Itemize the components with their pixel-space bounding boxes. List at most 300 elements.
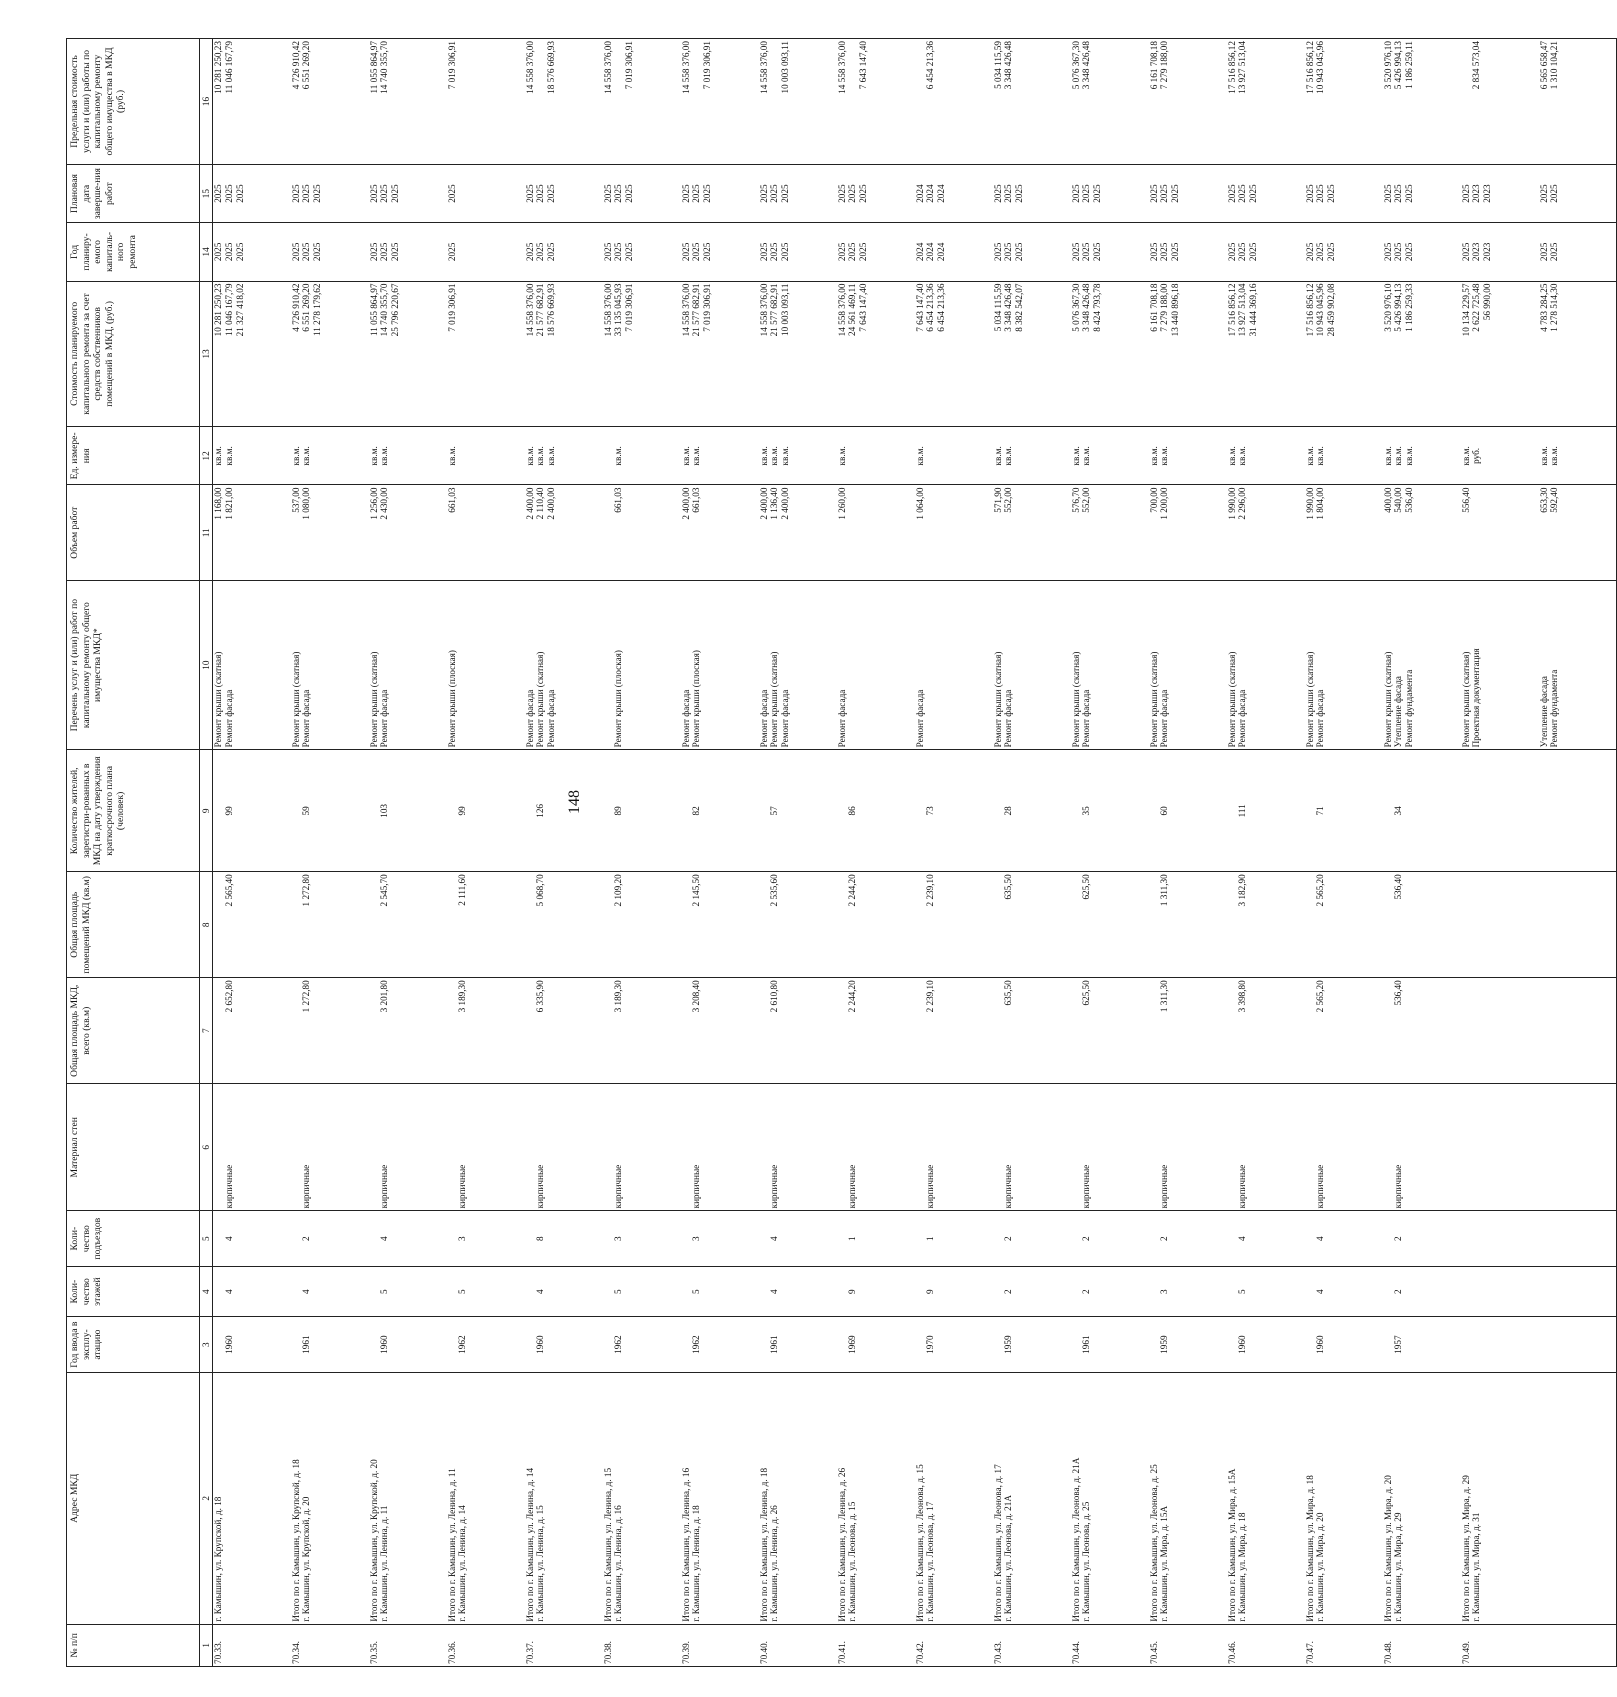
residents-cell-value <box>837 752 848 869</box>
limit-cost-cell <box>837 39 915 165</box>
residents-cell <box>915 750 993 872</box>
year-cell <box>915 1317 993 1373</box>
works-cell-line: Ремонт крыши (скатная) <box>1070 651 1081 748</box>
limit-cost-cell-line <box>936 41 947 162</box>
year-cell-value <box>759 1319 770 1370</box>
residents-cell-value <box>681 752 692 869</box>
repair-year-cell <box>1461 223 1539 281</box>
year-cell-value-text: 1960 <box>1315 1335 1326 1354</box>
works-cell-line <box>1248 583 1259 748</box>
header-row <box>67 39 200 1667</box>
works-cell-line: Ремонт фасада <box>914 689 925 748</box>
rotated-table-container <box>66 38 1560 1667</box>
residents-cell-value <box>1539 752 1550 869</box>
entrances-cell <box>993 1211 1071 1267</box>
cost-cell-line: 2 622 725,48 <box>1471 283 1482 332</box>
column-number: 10 <box>200 580 213 750</box>
total-area-cell-value-text <box>1471 980 1482 1081</box>
limit-cost-cell-line: 10 943 045,96 <box>1315 41 1326 94</box>
works-cell <box>213 580 291 750</box>
column-header: Год ввода в эксплу-атацию <box>67 1317 200 1373</box>
entrances-cell-value-text: 8 <box>535 1236 546 1241</box>
repair-year-cell-line: 2025 <box>535 242 546 262</box>
address-cell-line: Итого по г. Камышин, ул. Ленина, д. 18 <box>758 1467 769 1622</box>
year-cell-value-text <box>1471 1319 1482 1370</box>
limit-cost-cell-line <box>1560 41 1571 162</box>
completion-date-cell-line: 2025 <box>1549 184 1560 203</box>
unit-cell-line: кв.м. <box>1549 446 1560 466</box>
volume-cell-line: 1 168,00 <box>213 487 223 520</box>
volume-cell <box>603 485 681 580</box>
cost-cell-line: 21 327 418,02 <box>234 283 245 337</box>
year-cell <box>1539 1317 1617 1373</box>
completion-date-cell-line: 2025 <box>780 184 791 203</box>
completion-date-cell-line: 2025 <box>1003 184 1014 203</box>
wall-material-cell-value-text: кирпичные <box>1081 1164 1092 1209</box>
volume-cell <box>837 485 915 580</box>
premises-area-cell <box>915 872 993 978</box>
unit-cell-line <box>936 429 947 482</box>
column-number-row <box>200 39 213 1667</box>
total-area-cell <box>525 978 603 1084</box>
year-cell-value-text: 1957 <box>1393 1335 1404 1354</box>
repair-year-cell-line: 2025 <box>613 242 624 262</box>
unit-cell <box>681 427 759 485</box>
completion-date-cell-line: 2025 <box>1304 184 1315 203</box>
unit-cell-line: кв.м. <box>368 446 379 466</box>
unit-cell <box>993 427 1071 485</box>
column-number: 5 <box>200 1211 213 1267</box>
limit-cost-cell-line: 17 516 856,12 <box>1304 41 1315 94</box>
completion-date-cell-line: 2025 <box>680 184 691 203</box>
completion-date-cell-line: 2025 <box>546 184 557 203</box>
completion-date-cell-line: 2025 <box>535 184 546 203</box>
row-number <box>525 1624 603 1666</box>
unit-cell-line <box>390 429 401 482</box>
table-row <box>1149 39 1227 1667</box>
limit-cost-cell-line: 3 348 426,48 <box>1081 41 1092 90</box>
column-number: 4 <box>200 1267 213 1317</box>
residents-cell-value <box>1071 752 1082 869</box>
total-area-cell-value-text: 3 189,30 <box>457 980 468 1013</box>
row-number <box>1539 1624 1617 1666</box>
completion-date-cell <box>291 164 369 222</box>
year-cell <box>603 1317 681 1373</box>
cost-cell-line: 5 426 994,13 <box>1393 283 1404 332</box>
entrances-cell-value <box>1461 1213 1472 1264</box>
residents-cell-value-text <box>1549 752 1560 869</box>
total-area-cell-value <box>603 980 614 1081</box>
repair-year-cell-line: 2025 <box>546 242 557 262</box>
repair-year-cell <box>681 223 759 281</box>
address-cell-line: г. Камышин, ул. Леонова, д. 15 <box>847 1501 858 1622</box>
year-cell <box>291 1317 369 1373</box>
floors-cell-value <box>1305 1269 1316 1314</box>
works-cell-line <box>1092 583 1103 748</box>
entrances-cell-value <box>1539 1213 1550 1264</box>
floors-cell-value-text: 9 <box>847 1289 858 1294</box>
volume-cell-line <box>235 488 246 578</box>
unit-cell <box>759 427 837 485</box>
unit-cell-line: кв.м. <box>446 446 457 466</box>
row-number-line <box>1159 1627 1170 1664</box>
limit-cost-cell-line: 6 551 269,20 <box>301 41 312 90</box>
wall-material-cell-value-text <box>1549 1086 1560 1208</box>
completion-date-cell <box>1227 164 1305 222</box>
limit-cost-cell-line: 7 279 188,00 <box>1159 41 1170 90</box>
address-cell-line: г. Камышин, ул. Ленина, д. 15 <box>535 1505 546 1622</box>
column-number: 6 <box>200 1084 213 1211</box>
floors-cell <box>603 1267 681 1317</box>
year-cell-value <box>1383 1319 1394 1370</box>
cost-cell-line: 17 516 856,12 <box>1226 283 1237 337</box>
limit-cost-cell-line: 5 076 367,30 <box>1070 41 1081 90</box>
completion-date-cell-line: 2025 <box>1081 184 1092 203</box>
unit-cell-line <box>624 429 635 482</box>
works-cell <box>915 580 993 750</box>
residents-cell <box>1227 750 1305 872</box>
wall-material-cell <box>681 1084 759 1211</box>
works-cell-line: Ремонт фасада <box>1315 689 1326 748</box>
cost-cell <box>915 281 993 427</box>
volume-cell <box>759 485 837 580</box>
total-area-cell <box>1539 978 1617 1084</box>
total-area-cell <box>759 978 837 1084</box>
cost-cell <box>291 281 369 427</box>
works-cell-line <box>235 583 246 748</box>
row-number <box>1149 1624 1227 1666</box>
premises-area-cell-value-text: 2 145,50 <box>691 874 702 907</box>
repair-year-cell-line: 2025 <box>691 242 702 262</box>
unit-cell-line <box>925 429 936 482</box>
unit-cell <box>1305 427 1383 485</box>
total-area-cell-value <box>1071 980 1082 1081</box>
floors-cell-value-text: 2 <box>1003 1289 1014 1294</box>
row-number-line <box>1326 1627 1337 1664</box>
year-cell-value <box>1305 1319 1316 1370</box>
unit-cell-line: кв.м. <box>1304 446 1315 466</box>
premises-area-cell-value-text: 536,40 <box>1393 874 1404 900</box>
cost-cell-line: 10 134 229,57 <box>1460 283 1471 337</box>
wall-material-cell-value-text: кирпичные <box>301 1164 312 1209</box>
completion-date-cell-line: 2025 <box>836 184 847 203</box>
address-cell <box>447 1372 525 1624</box>
unit-cell-line: кв.м. <box>1159 446 1170 466</box>
works-cell <box>525 580 603 750</box>
floors-cell <box>915 1267 993 1317</box>
volume-cell-line: 536,40 <box>1404 487 1415 513</box>
works-cell <box>291 580 369 750</box>
limit-cost-cell-line <box>915 41 926 162</box>
row-number <box>1227 1624 1305 1666</box>
row-number-line <box>1170 1627 1181 1664</box>
wall-material-cell-value-text: кирпичные <box>1159 1164 1170 1209</box>
floors-cell <box>993 1267 1071 1317</box>
unit-cell-line <box>702 429 713 482</box>
works-cell-line <box>312 583 323 748</box>
limit-cost-cell <box>369 39 447 165</box>
row-number <box>681 1624 759 1666</box>
address-cell-line <box>1404 1375 1415 1622</box>
year-cell-value-text: 1962 <box>613 1335 624 1354</box>
row-number-line <box>535 1627 546 1664</box>
cost-cell-line: 3 348 426,48 <box>1003 283 1014 332</box>
wall-material-cell-value-text: кирпичные <box>613 1164 624 1209</box>
limit-cost-cell-line: 5 426 994,13 <box>1393 41 1404 90</box>
volume-cell-line: 1 821,00 <box>223 487 234 520</box>
repair-year-cell <box>1149 223 1227 281</box>
completion-date-cell-line: 2025 <box>702 184 713 203</box>
repair-year-cell-line: 2025 <box>758 242 769 262</box>
cost-cell-line: 7 643 147,40 <box>858 283 869 332</box>
wall-material-cell-value <box>837 1086 848 1208</box>
works-cell <box>1461 580 1539 750</box>
entrances-cell <box>837 1211 915 1267</box>
year-cell-value-text: 1959 <box>1159 1335 1170 1354</box>
completion-date-cell-line: 2025 <box>847 184 858 203</box>
volume-cell-line <box>1326 488 1337 578</box>
works-cell-line: Ремонт фасада <box>680 689 691 748</box>
total-area-cell-value <box>759 980 770 1081</box>
wall-material-cell <box>1149 1084 1227 1211</box>
total-area-cell-value <box>525 980 536 1081</box>
cost-cell <box>681 281 759 427</box>
repair-year-cell-line: 2025 <box>379 242 390 262</box>
row-number <box>213 1624 291 1666</box>
unit-cell-line: кв.м. <box>1538 446 1549 466</box>
residents-cell-value-text: 35 <box>1081 806 1092 816</box>
completion-date-cell-line: 2025 <box>1226 184 1237 203</box>
unit-cell-line: кв.м. <box>1393 446 1404 466</box>
year-cell-value <box>525 1319 536 1370</box>
table-row <box>291 39 369 1667</box>
repair-year-cell <box>1071 223 1149 281</box>
cost-cell-line: 13 927 513,04 <box>1237 283 1248 337</box>
works-cell-line: Ремонт крыши (скатная) <box>290 651 301 748</box>
premises-area-cell <box>213 872 291 978</box>
residents-cell <box>681 750 759 872</box>
repair-year-cell-line: 2023 <box>1482 242 1493 262</box>
volume-cell <box>915 485 993 580</box>
volume-cell-line: 1 990,00 <box>1304 487 1315 520</box>
residents-cell <box>447 750 525 872</box>
cost-cell <box>759 281 837 427</box>
address-cell-line <box>1014 1375 1025 1622</box>
cost-cell <box>1383 281 1461 427</box>
address-cell-line: г. Камышин, ул. Ленина, д. 16 <box>613 1505 624 1622</box>
works-cell <box>1383 580 1461 750</box>
cost-cell <box>837 281 915 427</box>
wall-material-cell-value <box>603 1086 614 1208</box>
wall-material-cell <box>369 1084 447 1211</box>
row-number-line <box>1404 1627 1415 1664</box>
cost-cell-line: 5 034 115,59 <box>992 283 1003 332</box>
works-cell <box>603 580 681 750</box>
total-area-cell-value-text: 1 311,30 <box>1159 980 1170 1013</box>
limit-cost-cell <box>603 39 681 165</box>
completion-date-cell-line: 2023 <box>1471 184 1482 203</box>
wall-material-cell <box>1383 1084 1461 1211</box>
volume-cell-line <box>1170 488 1181 578</box>
volume-cell-line: 1 200,00 <box>1159 487 1170 520</box>
works-cell <box>1149 580 1227 750</box>
column-number: 3 <box>200 1317 213 1373</box>
address-cell-line: Итого по г. Камышин, ул. Леонова, д. 21А <box>1070 1457 1081 1622</box>
entrances-cell <box>1383 1211 1461 1267</box>
wall-material-cell-value-text: кирпичные <box>1003 1164 1014 1209</box>
residents-cell-value-text: 89 <box>613 806 624 816</box>
row-number-line: 70.47. <box>1304 1641 1315 1664</box>
unit-cell-line: руб. <box>1471 447 1482 464</box>
volume-cell-line: 2 400,00 <box>680 487 691 520</box>
table-row <box>1227 39 1305 1667</box>
cost-cell-line: 14 558 376,00 <box>836 283 847 337</box>
floors-cell <box>213 1267 291 1317</box>
floors-cell-value-text: 4 <box>535 1289 546 1294</box>
cost-cell-line: 3 348 426,48 <box>1081 283 1092 332</box>
column-number: 1 <box>200 1624 213 1666</box>
wall-material-cell-value-text: кирпичные <box>1315 1164 1326 1209</box>
address-cell-line: г. Камышин, ул. Мира, д. 31 <box>1471 1512 1482 1622</box>
volume-cell-line <box>312 488 323 578</box>
address-cell-line: г. Камышин, ул. Мира, д. 15А <box>1159 1505 1170 1622</box>
limit-cost-cell-line <box>535 41 546 162</box>
address-cell-line: г. Камышин, ул. Мира, д. 18 <box>1237 1512 1248 1622</box>
works-cell-line: Ремонт фасада <box>379 689 390 748</box>
premises-area-cell <box>369 872 447 978</box>
total-area-cell-value-text: 625,50 <box>1081 980 1092 1006</box>
limit-cost-cell <box>1305 39 1383 165</box>
row-number <box>1071 1624 1149 1666</box>
premises-area-cell-value-text: 2 111,60 <box>457 874 468 906</box>
year-cell <box>759 1317 837 1373</box>
completion-date-cell-line: 2025 <box>1404 184 1415 203</box>
repair-year-cell-line: 2024 <box>936 242 947 262</box>
premises-area-cell-value-text: 2 545,70 <box>379 874 390 907</box>
address-cell-line: г. Камышин, ул. Ленина, д. 11 <box>379 1505 390 1622</box>
wall-material-cell-value <box>915 1086 926 1208</box>
entrances-cell <box>1227 1211 1305 1267</box>
address-cell <box>603 1372 681 1624</box>
limit-cost-cell-line: 11 055 864,97 <box>368 41 379 94</box>
limit-cost-cell-line: 1 310 104,21 <box>1549 41 1560 90</box>
year-cell-value <box>1227 1319 1238 1370</box>
year-cell <box>369 1317 447 1373</box>
works-cell-line: Ремонт крыши (плоская) <box>446 650 457 748</box>
row-number-line <box>1248 1627 1259 1664</box>
works-cell-line: Ремонт крыши (плоская) <box>613 650 624 748</box>
year-cell-value <box>213 1319 224 1370</box>
repair-year-cell-line: 2025 <box>1159 242 1170 262</box>
entrances-cell <box>915 1211 993 1267</box>
entrances-cell <box>603 1211 681 1267</box>
unit-cell-line <box>1014 429 1025 482</box>
wall-material-cell-value-text: кирпичные <box>925 1164 936 1209</box>
premises-area-cell <box>1461 872 1539 978</box>
wall-material-cell-value-text: кирпичные <box>457 1164 468 1209</box>
completion-date-cell-line: 2025 <box>1148 184 1159 203</box>
entrances-cell-value-text: 3 <box>457 1236 468 1241</box>
column-number: 8 <box>200 872 213 978</box>
completion-date-cell-line <box>1560 167 1571 220</box>
residents-cell-value <box>603 752 614 869</box>
row-number <box>993 1624 1071 1666</box>
cost-cell <box>1149 281 1227 427</box>
works-cell-line: Ремонт крыши (скатная) <box>1304 651 1315 748</box>
cost-cell-line: 10 943 045,96 <box>1315 283 1326 337</box>
address-cell-line <box>780 1375 791 1622</box>
entrances-cell-value-text: 2 <box>1159 1236 1170 1241</box>
residents-cell-value <box>291 752 302 869</box>
row-number-line <box>1092 1627 1103 1664</box>
cost-cell-line: 10 003 093,11 <box>780 283 791 337</box>
entrances-cell-value <box>213 1213 224 1264</box>
year-cell <box>1383 1317 1461 1373</box>
works-cell-line: Утепление фасада <box>1538 675 1549 748</box>
row-number-line: 70.43. <box>992 1641 1003 1664</box>
total-area-cell-value-text: 2 610,80 <box>769 980 780 1013</box>
entrances-cell-value-text: 1 <box>925 1236 936 1241</box>
residents-cell-value-text: 99 <box>223 806 234 816</box>
wall-material-cell <box>291 1084 369 1211</box>
row-number-line <box>312 1627 323 1664</box>
wall-material-cell <box>993 1084 1071 1211</box>
year-cell-value-text: 1960 <box>1237 1335 1248 1354</box>
limit-cost-cell-line <box>613 41 624 162</box>
volume-cell-line: 661,03 <box>446 487 457 513</box>
repair-year-cell <box>1227 223 1305 281</box>
volume-cell <box>1539 485 1617 580</box>
limit-cost-cell <box>759 39 837 165</box>
entrances-cell-value <box>1305 1213 1316 1264</box>
entrances-cell <box>1071 1211 1149 1267</box>
total-area-cell-value <box>993 980 1004 1081</box>
address-cell-line <box>1539 1375 1550 1622</box>
cost-cell-line: 8 424 793,78 <box>1092 283 1103 332</box>
total-area-cell-value <box>369 980 380 1081</box>
limit-cost-cell <box>213 39 291 165</box>
works-cell-line: Ремонт фасада <box>780 689 791 748</box>
repair-year-cell-line: 2024 <box>925 242 936 262</box>
premises-area-cell-value <box>915 874 926 975</box>
total-area-cell-value-text: 2 244,20 <box>847 980 858 1013</box>
address-cell <box>993 1372 1071 1624</box>
volume-cell <box>447 485 525 580</box>
entrances-cell-value-text: 4 <box>223 1236 234 1241</box>
volume-cell-line <box>858 488 869 578</box>
volume-cell <box>1227 485 1305 580</box>
row-number <box>1383 1624 1461 1666</box>
unit-cell <box>837 427 915 485</box>
repair-year-cell-line: 2025 <box>602 242 613 262</box>
repair-year-cell-line: 2025 <box>213 242 223 262</box>
wall-material-cell <box>603 1084 681 1211</box>
cost-cell-line: 28 459 902,08 <box>1326 283 1337 337</box>
entrances-cell <box>1461 1211 1539 1267</box>
works-cell-line <box>858 583 869 748</box>
premises-area-cell <box>525 872 603 978</box>
cost-cell-line <box>468 284 479 425</box>
volume-cell-line <box>702 488 713 578</box>
volume-cell-line <box>1014 488 1025 578</box>
unit-cell <box>213 427 291 485</box>
limit-cost-cell-line <box>468 41 479 162</box>
repair-year-cell <box>1539 223 1617 281</box>
premises-area-cell-value-text: 1 311,30 <box>1159 874 1170 907</box>
volume-cell-line: 1 136,40 <box>769 487 780 520</box>
unit-cell <box>1383 427 1461 485</box>
floors-cell-value <box>603 1269 614 1314</box>
